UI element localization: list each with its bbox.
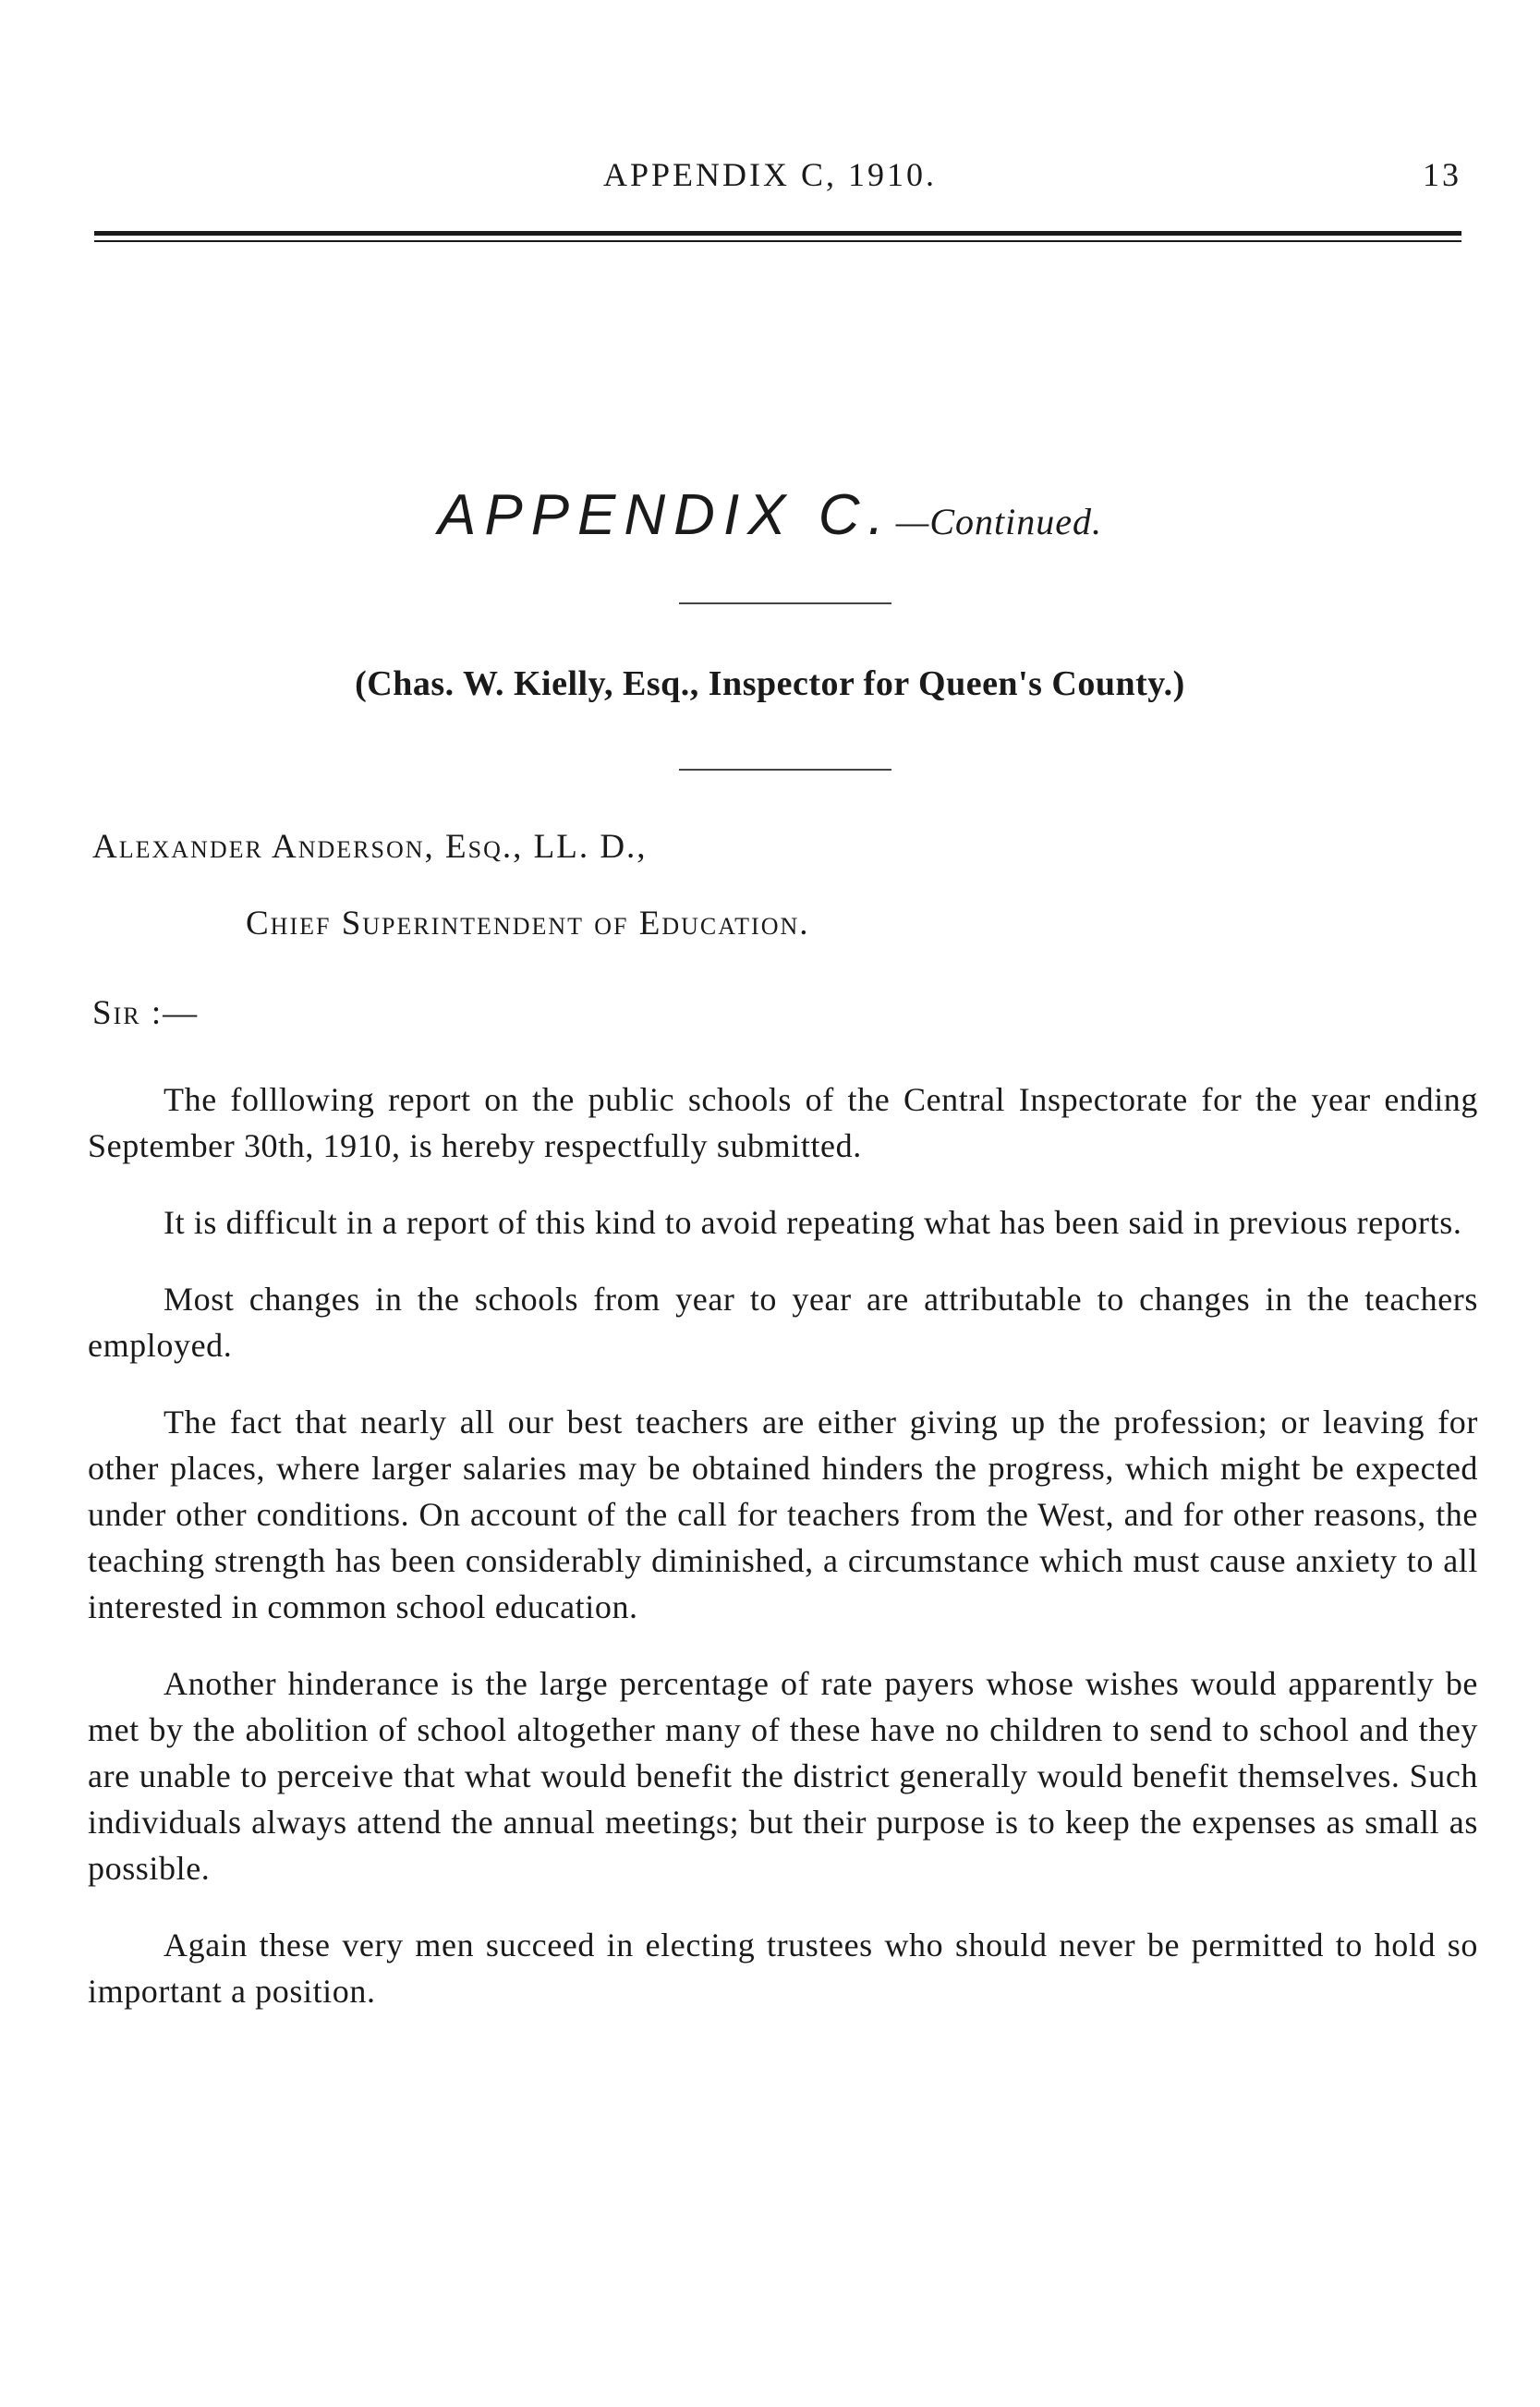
inspector-divider xyxy=(679,769,891,771)
paragraph: The fact that nearly all our best teachers are either giving up the profession; or leaving for other places, where larger salaries may be obtained hinders the progress, which might be expected under other conditions. On account of the call for teachers from the West, and for other reasons, the teaching strength has been considerably diminished, a circumstance which must cause anxiety to all interested in common school education. xyxy=(88,1404,1478,1625)
inspector-line: (Chas. W. Kielly, Esq., Inspector for Queen's County.) xyxy=(355,664,1185,703)
addressee-title: Chief Superintendent of Education. xyxy=(246,905,810,942)
report-body xyxy=(88,1076,1478,2045)
paragraph: It is difficult in a report of this kind to avoid repeating what has been said in previous reports. xyxy=(164,1204,1462,1241)
paragraph: Again these very men succeed in electing trustees who should never be permitted to hold so important a position. xyxy=(88,1927,1478,2010)
title-divider xyxy=(679,602,891,604)
paragraph: The folllowing report on the public schools of the Central Inspectorate for the year ending September 30th, 1910, is hereby respectfully submitted. xyxy=(88,1081,1478,1164)
appendix-title xyxy=(0,482,1540,548)
running-head xyxy=(0,155,1540,201)
addressee: Alexander Anderson, Esq., LL. D., xyxy=(92,828,648,866)
header-rule-thick xyxy=(94,231,1461,236)
running-title: APPENDIX C, 1910. xyxy=(602,156,938,193)
paragraph: Another hinderance is the large percentage of rate payers whose wishes would apparently be met by the abolition of school altogether many of these have no children to send to school and they are unable to perceive that what would benefit the district generally would benefit themselves. Such individuals always attend the annual meetings; but their purpose is to keep the expenses as small as possible. xyxy=(88,1665,1478,1887)
appendix-title-continued: —Continued. xyxy=(895,501,1102,542)
paragraph: Most changes in the schools from year to year are attributable to changes in the teachers employed. xyxy=(88,1281,1478,1364)
header-rule-thin xyxy=(94,240,1461,242)
appendix-title-main: APPENDIX C. xyxy=(437,483,892,547)
page-number: 13 xyxy=(1423,156,1461,193)
salutation: Sir :— xyxy=(92,994,200,1032)
